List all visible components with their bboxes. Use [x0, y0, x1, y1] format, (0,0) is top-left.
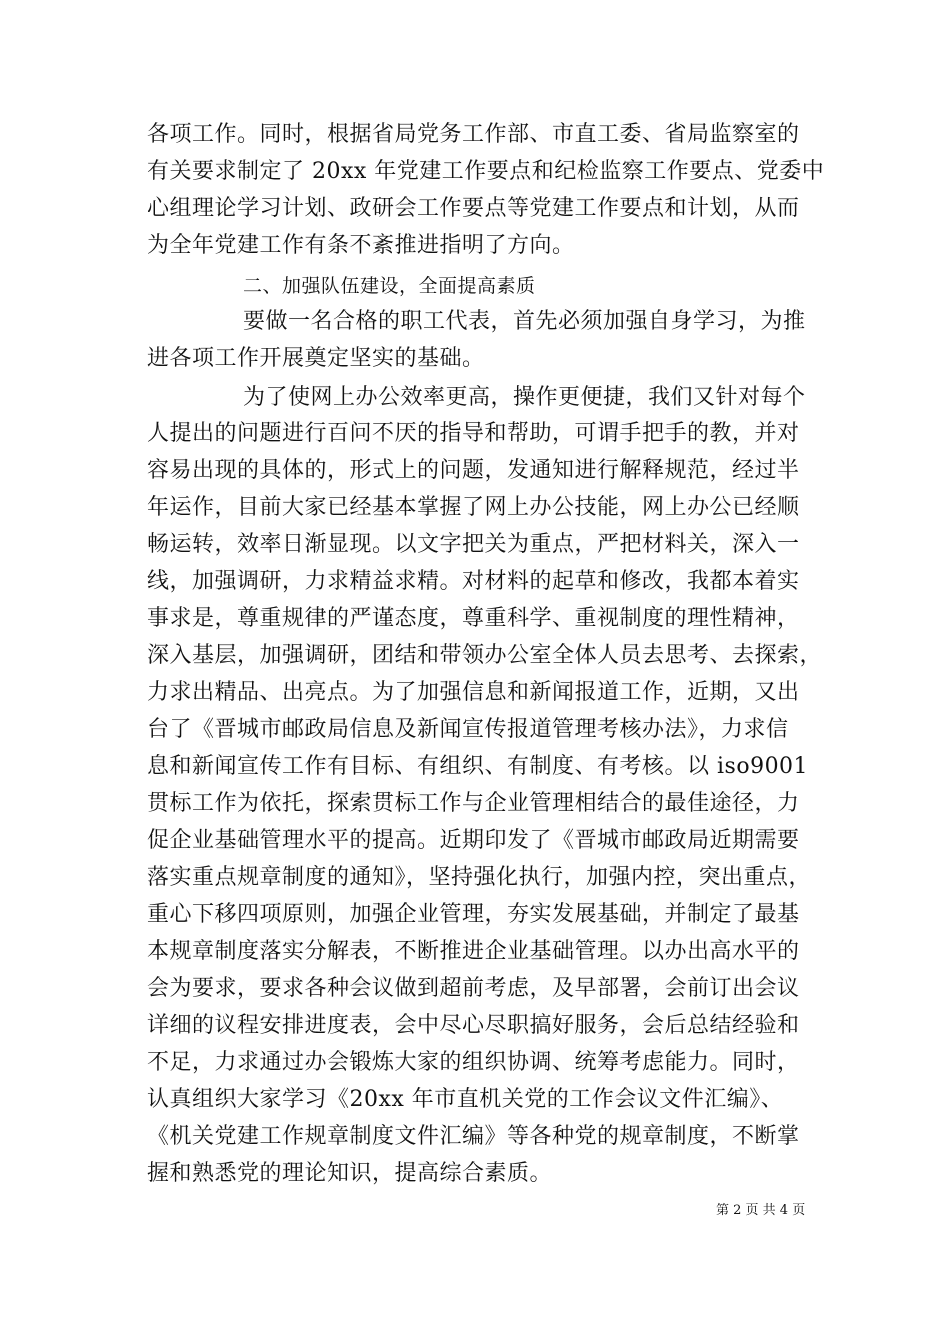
- paragraph-3-line: 详细的议程安排进度表，会中尽心尽职搞好服务，会后总结经验和: [147, 1013, 800, 1038]
- paragraph-3-line: 息和新闻宣传工作有目标、有组织、有制度、有考核。以 iso9001: [147, 754, 809, 779]
- paragraph-1-line: 为全年党建工作有条不紊推进指明了方向。: [147, 233, 575, 258]
- paragraph-3-line: 人提出的问题进行百问不厌的指导和帮助，可谓手把手的教，并对: [147, 421, 800, 446]
- paragraph-3-line: 会为要求，要求各种会议做到超前考虑，及早部署，会前订出会议: [147, 976, 800, 1001]
- paragraph-3-line: 落实重点规章制度的通知》，坚持强化执行，加强内控，突出重点，: [147, 865, 812, 890]
- paragraph-3-line: 事求是，尊重规律的严谨态度，尊重科学、重视制度的理性精神，: [147, 606, 800, 631]
- paragraph-2-line: 进各项工作开展奠定坚实的基础。: [147, 346, 485, 371]
- page-number-footer: 第 2 页 共 4 页: [716, 1203, 806, 1218]
- paragraph-3-line: 促企业基础管理水平的提高。近期印发了《晋城市邮政局近期需要: [147, 828, 800, 853]
- paragraph-3-line: 为了使网上办公效率更高，操作更便捷，我们又针对每个: [243, 385, 806, 410]
- paragraph-3-line: 年运作，目前大家已经基本掌握了网上办公技能，网上办公已经顺: [147, 495, 800, 520]
- paragraph-3-line: 本规章制度落实分解表，不断推进企业基础管理。以办出高水平的: [147, 939, 800, 964]
- paragraph-1-line: 有关要求制定了 20xx 年党建工作要点和纪检监察工作要点、党委中: [147, 159, 825, 184]
- paragraph-3-line: 贯标工作为依托，探索贯标工作与企业管理相结合的最佳途径，力: [147, 791, 800, 816]
- paragraph-3-line: 《机关党建工作规章制度文件汇编》等各种党的规章制度，不断掌: [147, 1124, 800, 1149]
- paragraph-1-line: 心组理论学习计划、政研会工作要点等党建工作要点和计划，从而: [147, 196, 800, 221]
- paragraph-3-line: 容易出现的具体的，形式上的问题，发通知进行解释规范，经过半: [147, 458, 800, 483]
- paragraph-3-line: 握和熟悉党的理论知识，提高综合素质。: [147, 1161, 553, 1186]
- paragraph-3-line: 认真组织大家学习《20xx 年市直机关党的工作会议文件汇编》、: [147, 1087, 784, 1112]
- paragraph-1-line: 各项工作。同时，根据省局党务工作部、市直工委、省局监察室的: [147, 122, 800, 147]
- paragraph-3-line: 力求出精品、出亮点。为了加强信息和新闻报道工作，近期，又出: [147, 680, 800, 705]
- paragraph-3-line: 不足，力求通过办会锻炼大家的组织协调、统筹考虑能力。同时，: [147, 1050, 800, 1075]
- section-heading: 二、加强队伍建设，全面提高素质: [243, 275, 536, 297]
- paragraph-3-line: 深入基层，加强调研，团结和带领办公室全体人员去思考、去探索，: [147, 643, 823, 668]
- paragraph-3-line: 台了《晋城市邮政局信息及新闻宣传报道管理考核办法》，力求信: [147, 717, 789, 742]
- paragraph-3-line: 畅运转，效率日渐显现。以文字把关为重点，严把材料关，深入一: [147, 532, 800, 557]
- paragraph-2-line: 要做一名合格的职工代表，首先必须加强自身学习，为推: [243, 309, 806, 334]
- paragraph-3-line: 线，加强调研，力求精益求精。对材料的起草和修改，我都本着实: [147, 569, 800, 594]
- paragraph-3-line: 重心下移四项原则，加强企业管理，夯实发展基础，并制定了最基: [147, 902, 800, 927]
